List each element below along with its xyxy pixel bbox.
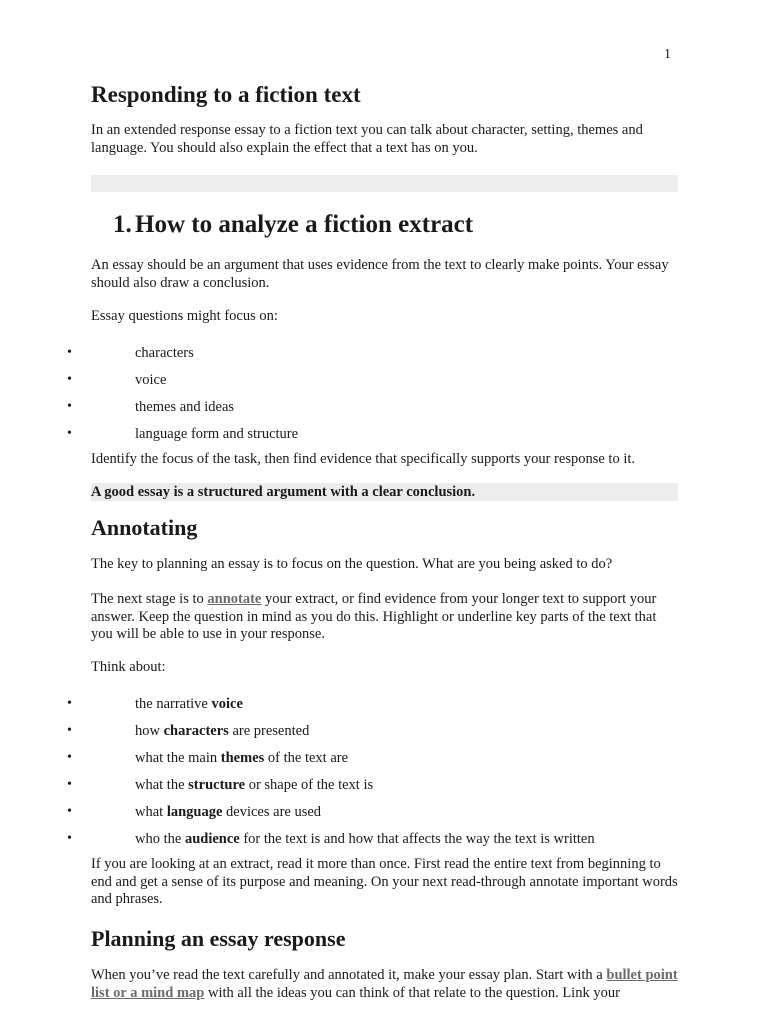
list-item-text: the narrative voice: [135, 696, 243, 712]
annotating-heading: Annotating: [91, 515, 198, 540]
planning-paragraph: [91, 967, 678, 1002]
list-item-text: characters: [135, 345, 194, 361]
annotate-text-post: your extract, or find evidence from your longer text to support your answer. Keep the question in mind as you do this. Highlight or underline key parts of the text that you will be able to use in your response.: [91, 591, 657, 642]
list-item-text: what the main themes of the text are: [135, 750, 349, 766]
annotate-text-pre: The next stage is to: [91, 591, 208, 607]
page-number: 1: [664, 47, 671, 62]
planning-heading: Planning an essay response: [91, 926, 346, 951]
bullet-icon: •: [67, 426, 72, 441]
essay-questions-intro: Essay questions might focus on:: [91, 308, 278, 324]
list-item-text: who the audience for the text is and how that affects the way the text is written: [135, 831, 595, 847]
bullet-icon: •: [67, 831, 72, 846]
think-about-label: Think about:: [91, 659, 166, 675]
page-title: Responding to a fiction text: [91, 82, 361, 107]
shaded-divider: [91, 175, 678, 192]
planning-text-pre: When you’ve read the text carefully and annotated it, make your essay plan. Start with a: [91, 967, 607, 983]
bullet-icon: •: [67, 804, 72, 819]
extract-reading-paragraph: If you are looking at an extract, read it more than once. First read the entire text from beginning to end and get a sense of its purpose and meaning. On your next read-through annotate important words and phrases.: [91, 856, 678, 907]
list-item-text: language form and structure: [135, 426, 299, 442]
planning-text-post: with all the ideas you can think of that relate to the question. Link your: [204, 984, 620, 1001]
list-item-text: how characters are presented: [135, 723, 310, 739]
bullet-icon: •: [67, 777, 72, 792]
mind-map-link[interactable]: bullet point list or a mind map: [91, 967, 678, 1001]
identify-focus-paragraph: Identify the focus of the task, then find evidence that specifically supports your response to it.: [91, 451, 636, 467]
bullet-icon: •: [67, 372, 72, 387]
bullet-icon: •: [67, 399, 72, 414]
list-item-text: what language devices are used: [135, 804, 322, 820]
bullet-icon: •: [67, 345, 72, 360]
highlight-text: A good essay is a structured argument with a clear conclusion.: [91, 484, 476, 500]
bullet-icon: •: [67, 750, 72, 765]
section-heading-analyze: [113, 211, 473, 239]
section-number: 1.: [113, 211, 132, 238]
list-item-text: what the structure or shape of the text is: [135, 777, 374, 793]
annotate-link[interactable]: annotate: [207, 591, 262, 607]
annotating-key-paragraph: The key to planning an essay is to focus on the question. What are you being asked to do?: [91, 556, 613, 572]
intro-paragraph: In an extended response essay to a fiction text you can talk about character, setting, themes and language. You should also explain the effect that a text has on you.: [91, 122, 643, 156]
list-item-text: themes and ideas: [135, 399, 235, 415]
annotate-paragraph: [91, 591, 678, 644]
bullet-icon: •: [67, 696, 72, 711]
list-item-text: voice: [135, 372, 167, 388]
bullet-icon: •: [67, 723, 72, 738]
section-heading-text: How to analyze a fiction extract: [135, 211, 474, 238]
essay-argument-paragraph: An essay should be an argument that uses evidence from the text to clearly make points. Your essay should also draw a conclusion.: [91, 257, 669, 291]
